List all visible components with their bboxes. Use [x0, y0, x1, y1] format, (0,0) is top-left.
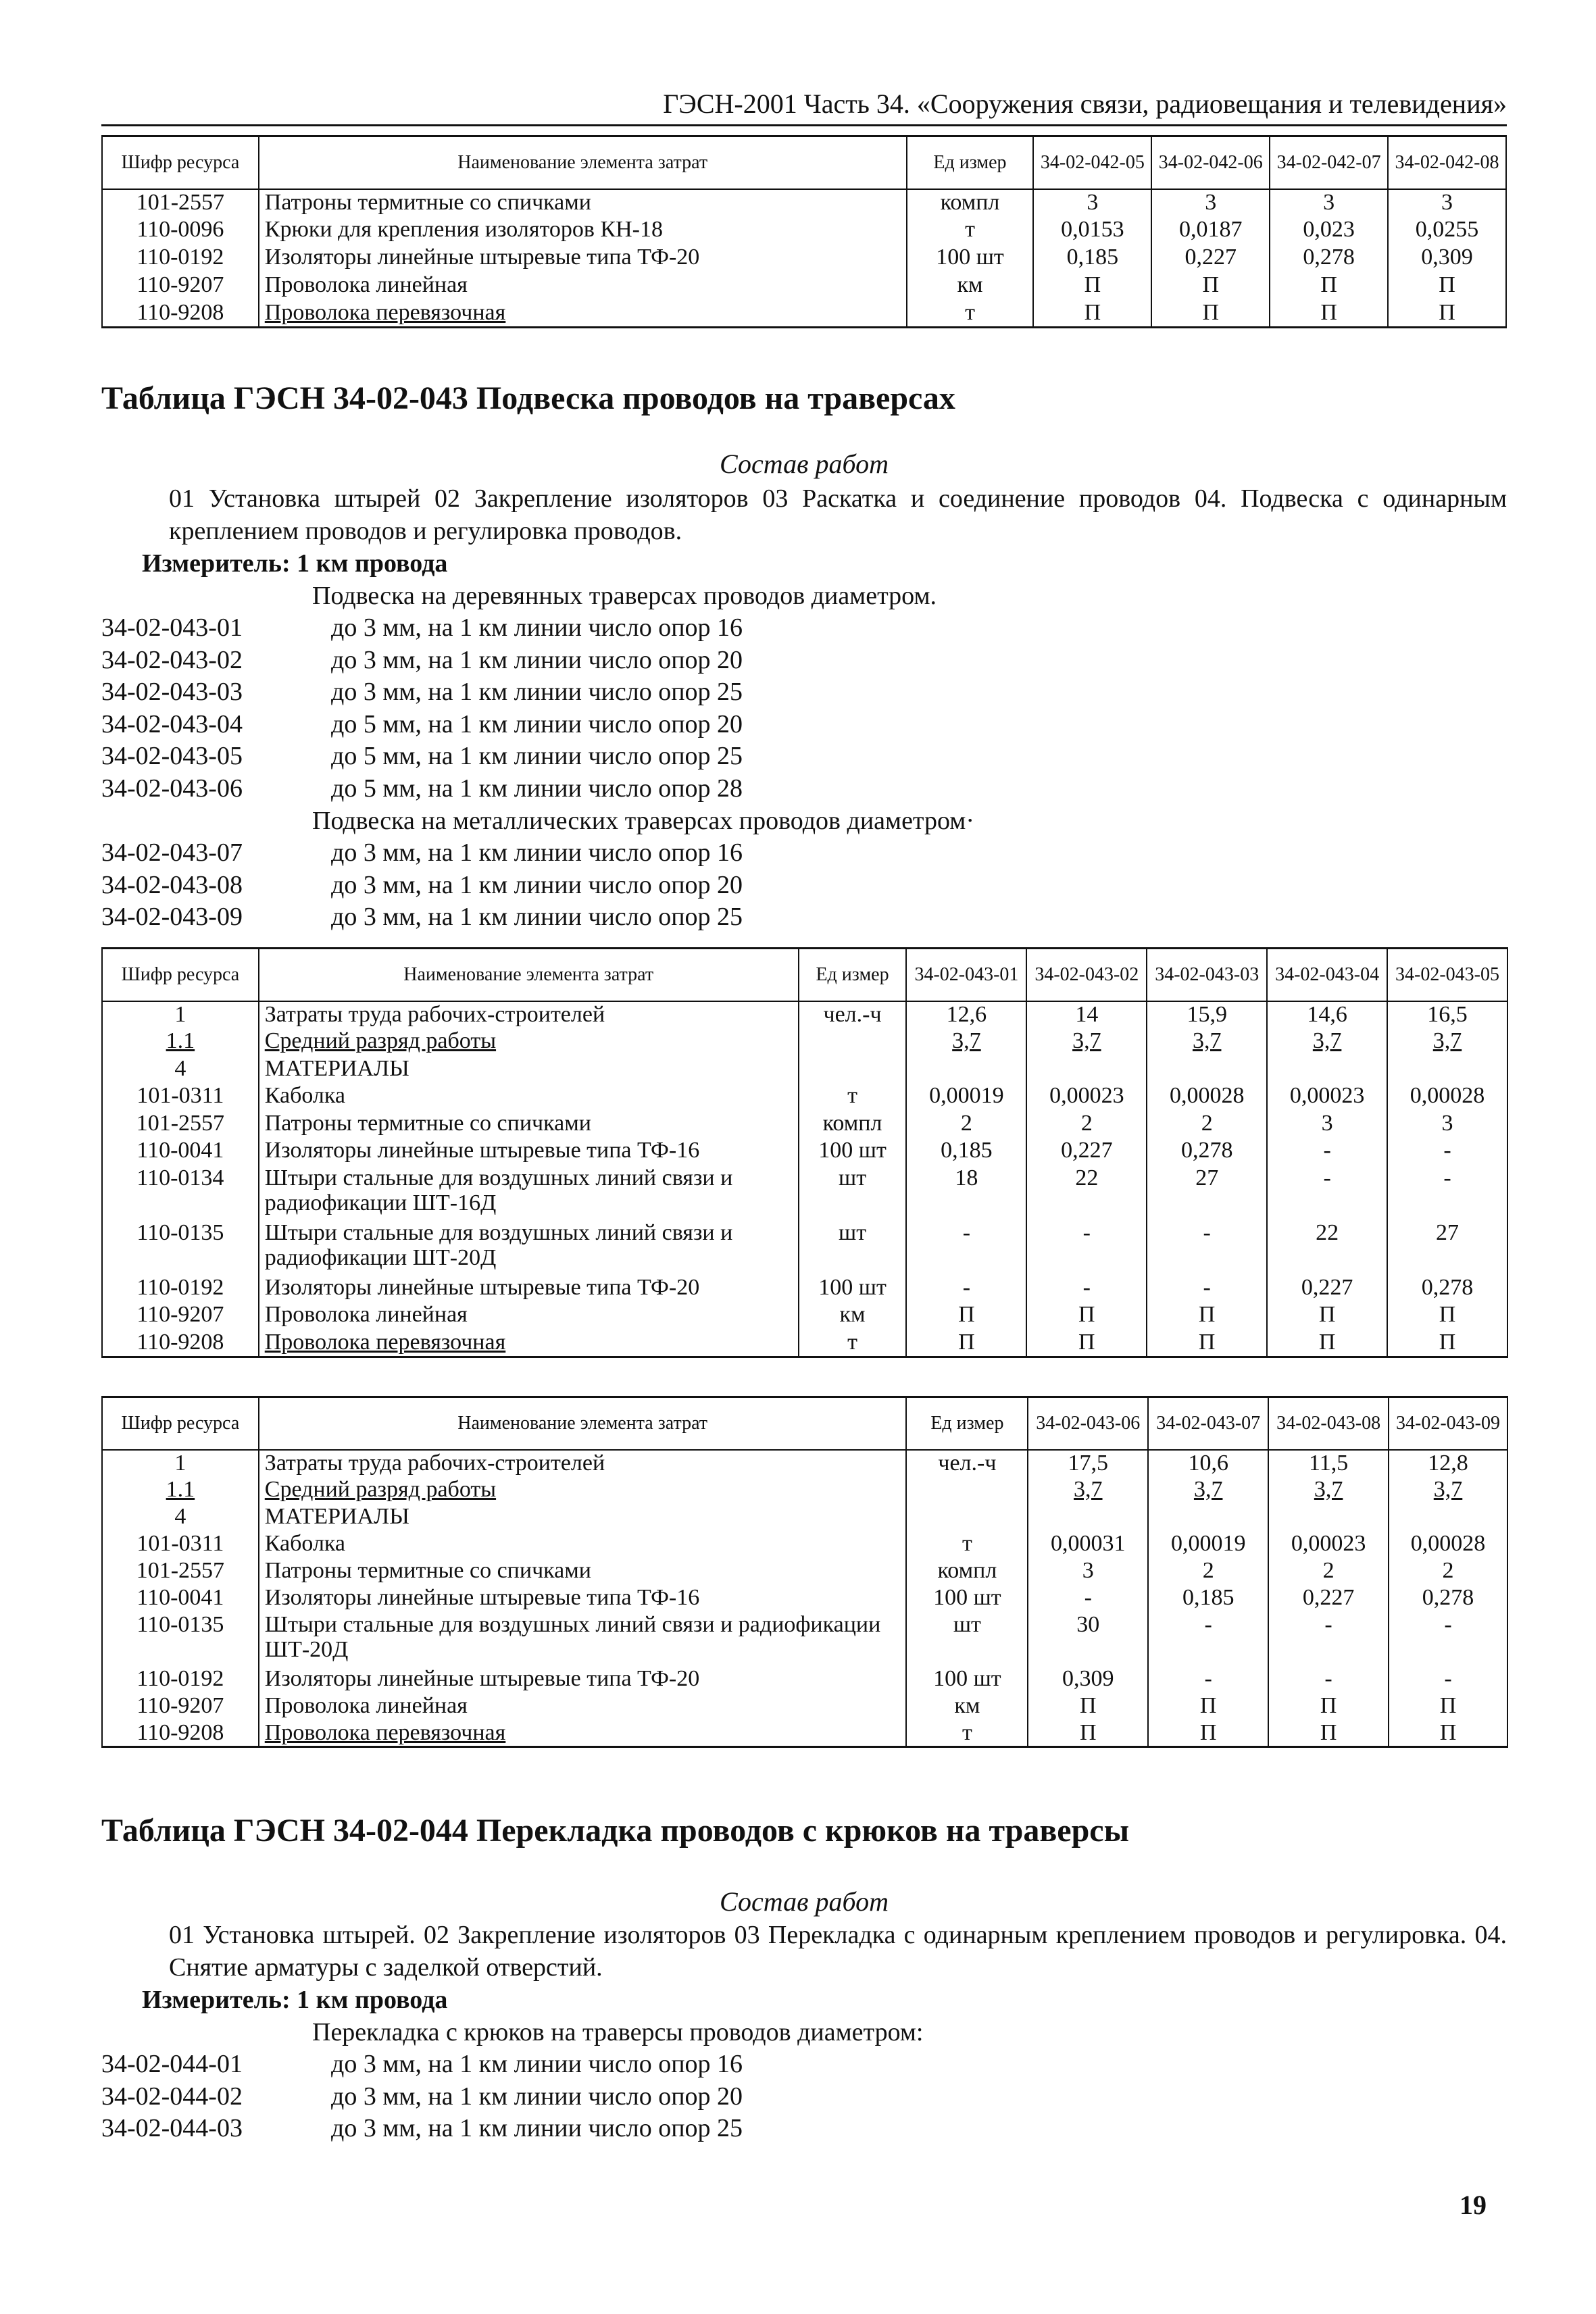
value-cell: П [1028, 1720, 1148, 1747]
table-row [102, 1330, 1507, 1357]
resource-name: Средний разряд работы [259, 1028, 799, 1056]
value-cell: 12,6 [906, 1001, 1026, 1029]
norm-description: до 3 мм, на 1 км линии число опор 16 [331, 838, 743, 867]
value-cell: П [1033, 300, 1151, 328]
value-cell: П [1268, 1720, 1389, 1747]
unit-cell [799, 1028, 907, 1056]
value-cell: П [1268, 1693, 1389, 1720]
unit-cell: чел.-ч [799, 1001, 907, 1029]
norm-description: до 5 мм, на 1 км линии число опор 25 [331, 742, 743, 770]
value-cell: 0,00019 [906, 1083, 1026, 1111]
col-header-code: Шифр ресурса [102, 136, 259, 189]
resource-name: МАТЕРИАЛЫ [259, 1056, 799, 1084]
norm-item [101, 2113, 743, 2145]
value-cell: П [1388, 272, 1506, 300]
value-cell: - [1387, 1165, 1507, 1220]
resource-code: 101-2557 [102, 189, 259, 217]
resource-code: 110-9208 [102, 300, 259, 328]
table-row [102, 1111, 1507, 1138]
unit-cell: 100 шт [906, 1666, 1028, 1693]
resource-name: Патроны термитные со спичками [259, 189, 907, 217]
table-row [102, 189, 1506, 217]
resource-name: Каболка [259, 1083, 799, 1111]
value-cell: - [906, 1275, 1026, 1303]
col-header-name: Наименование элемента затрат [259, 136, 907, 189]
value-cell: 30 [1028, 1612, 1148, 1666]
unit-cell: компл [799, 1111, 907, 1138]
work-composition-body: 01 Установка штырей. 02 Закрепление изоляторов 03 Перекладка с одинарным креплением проводов и регулировка. 04. Снятие арматуры с заделкой отверстий. [169, 1921, 1507, 1982]
value-cell: П [1151, 272, 1270, 300]
value-cell: П [1151, 300, 1270, 328]
resource-name: Штыри стальные для воздушных линий связи и радиофикации ШТ-20Д [259, 1612, 907, 1666]
work-composition-text [101, 482, 1507, 547]
norm-description: до 3 мм, на 1 км линии число опор 16 [331, 613, 743, 642]
col-header-norm: 34-02-043-04 [1267, 949, 1387, 1001]
unit-cell: т [906, 1531, 1028, 1558]
resource-name: Каболка [259, 1531, 907, 1558]
work-composition-text [101, 1919, 1507, 1984]
norm-description: до 3 мм, на 1 км линии число опор 16 [331, 2050, 743, 2078]
section-title: Таблица ГЭСН 34-02-044 Перекладка проводов с крюков на траверсы [101, 1813, 1130, 1848]
resource-code: 110-9207 [102, 272, 259, 300]
value-cell: 15,9 [1147, 1001, 1267, 1029]
resource-table-042 [101, 135, 1507, 328]
resource-code: 110-0135 [102, 1612, 259, 1666]
value-cell: 3,7 [1148, 1477, 1268, 1504]
norm-item [101, 676, 743, 709]
section-title: Таблица ГЭСН 34-02-043 Подвеска проводов на траверсах [101, 380, 955, 416]
value-cell: 0,00028 [1389, 1531, 1507, 1558]
value-cell: П [1387, 1330, 1507, 1357]
norm-code: 34-02-043-07 [101, 838, 243, 867]
resource-code: 1 [102, 1001, 259, 1029]
value-cell: 27 [1147, 1165, 1267, 1220]
value-cell: П [1148, 1693, 1268, 1720]
norm-item [101, 2048, 743, 2081]
col-header-unit: Ед измер [907, 136, 1034, 189]
col-header-norm: 34-02-043-03 [1147, 949, 1267, 1001]
resource-name: Изоляторы линейные штыревые типа ТФ-16 [259, 1138, 799, 1165]
resource-code: 110-0192 [102, 1666, 259, 1693]
value-cell: П [906, 1330, 1026, 1357]
value-cell: П [1033, 272, 1151, 300]
table-row [102, 1302, 1507, 1330]
resource-name: Изоляторы линейные штыревые типа ТФ-16 [259, 1585, 907, 1612]
resource-code: 110-0192 [102, 245, 259, 272]
value-cell: 0,278 [1147, 1138, 1267, 1165]
norm-item [101, 740, 743, 773]
norm-code: 34-02-043-02 [101, 645, 243, 674]
value-cell: - [1028, 1585, 1148, 1612]
unit-cell: чел.-ч [906, 1450, 1028, 1477]
value-cell: 0,0153 [1033, 217, 1151, 245]
resource-name: Затраты труда рабочих-строителей [259, 1450, 907, 1477]
table-row [102, 1558, 1507, 1585]
value-cell [1148, 1504, 1268, 1531]
value-cell: П [1270, 300, 1388, 328]
value-cell [1268, 1504, 1389, 1531]
norm-description: до 3 мм, на 1 км линии число опор 25 [331, 2114, 743, 2142]
table-row [102, 1275, 1507, 1303]
table-row [102, 1056, 1507, 1084]
norm-item [101, 2081, 743, 2113]
resource-name: Проволока линейная [259, 1302, 799, 1330]
value-cell: 11,5 [1268, 1450, 1389, 1477]
value-cell: 0,227 [1267, 1275, 1387, 1303]
norm-item [101, 837, 743, 870]
unit-cell: т [907, 217, 1034, 245]
col-header-name: Наименование элемента затрат [259, 1397, 907, 1450]
resource-code: 1.1 [102, 1477, 259, 1504]
resource-name: Патроны термитные со спичками [259, 1111, 799, 1138]
value-cell: 0,00023 [1026, 1083, 1147, 1111]
resource-code: 110-9208 [102, 1330, 259, 1357]
value-cell: 3 [1028, 1558, 1148, 1585]
value-cell: - [1268, 1666, 1389, 1693]
value-cell: 0,309 [1028, 1666, 1148, 1693]
table-row [102, 1220, 1507, 1275]
value-cell: 3 [1387, 1111, 1507, 1138]
value-cell: 0,227 [1151, 245, 1270, 272]
value-cell: П [1148, 1720, 1268, 1747]
value-cell: - [1268, 1612, 1389, 1666]
value-cell [1267, 1056, 1387, 1084]
value-cell: П [1387, 1302, 1507, 1330]
unit-cell: шт [906, 1612, 1028, 1666]
value-cell: 22 [1267, 1220, 1387, 1275]
value-cell: 0,185 [1148, 1585, 1268, 1612]
resource-name: Проволока перевязочная [259, 1330, 799, 1357]
norm-description: до 3 мм, на 1 км линии число опор 25 [331, 903, 743, 931]
value-cell: 3,7 [1267, 1028, 1387, 1056]
value-cell: 3 [1151, 189, 1270, 217]
norm-code: 34-02-043-05 [101, 742, 243, 770]
table-row [102, 272, 1506, 300]
norm-code: 34-02-044-02 [101, 2082, 243, 2111]
value-cell: П [1267, 1330, 1387, 1357]
col-header-norm: 34-02-043-06 [1028, 1397, 1148, 1450]
resource-code: 4 [102, 1504, 259, 1531]
value-cell: 3,7 [1387, 1028, 1507, 1056]
value-cell: П [1389, 1720, 1507, 1747]
norm-description: до 3 мм, на 1 км линии число опор 25 [331, 678, 743, 706]
resource-code: 110-0192 [102, 1275, 259, 1303]
value-cell: П [1026, 1302, 1147, 1330]
unit-cell: компл [906, 1558, 1028, 1585]
value-cell: 0,278 [1270, 245, 1388, 272]
norm-code: 34-02-043-09 [101, 903, 243, 931]
resource-code: 101-0311 [102, 1083, 259, 1111]
table-row [102, 1083, 1507, 1111]
resource-name: МАТЕРИАЛЫ [259, 1504, 907, 1531]
table-row [102, 245, 1506, 272]
measure-unit: Измеритель: 1 км провода [142, 549, 448, 578]
col-header-unit: Ед измер [906, 1397, 1028, 1450]
resource-code: 110-0041 [102, 1138, 259, 1165]
value-cell [1147, 1056, 1267, 1084]
table-row [102, 300, 1506, 328]
norm-description: до 5 мм, на 1 км линии число опор 28 [331, 774, 743, 803]
resource-code: 1 [102, 1450, 259, 1477]
table-row [102, 1531, 1507, 1558]
resource-name: Проволока линейная [259, 1693, 907, 1720]
unit-cell: шт [799, 1165, 907, 1220]
unit-cell: 100 шт [799, 1138, 907, 1165]
resource-code: 101-2557 [102, 1558, 259, 1585]
norm-list [101, 2048, 743, 2145]
value-cell: П [1028, 1693, 1148, 1720]
value-cell: - [1147, 1220, 1267, 1275]
value-cell: П [1147, 1330, 1267, 1357]
col-header-norm: 34-02-043-07 [1148, 1397, 1268, 1450]
value-cell: П [906, 1302, 1026, 1330]
norm-code: 34-02-043-08 [101, 870, 243, 899]
value-cell: 14 [1026, 1001, 1147, 1029]
value-cell: 3,7 [1268, 1477, 1389, 1504]
resource-name: Изоляторы линейные штыревые типа ТФ-20 [259, 1275, 799, 1303]
resource-code: 110-0096 [102, 217, 259, 245]
value-cell: 17,5 [1028, 1450, 1148, 1477]
unit-cell: 100 шт [907, 245, 1034, 272]
page-number: 19 [1460, 2190, 1487, 2220]
norm-code: 34-02-043-03 [101, 678, 243, 706]
table-row [102, 1028, 1507, 1056]
work-composition-label: Состав работ [720, 1886, 889, 1917]
resource-table-043-a [101, 947, 1508, 1358]
value-cell: 0,309 [1388, 245, 1506, 272]
subheading: Перекладка с крюков на траверсы проводов диаметром: [312, 2018, 924, 2046]
unit-cell: т [799, 1330, 907, 1357]
value-cell: 2 [1026, 1111, 1147, 1138]
unit-cell: 100 шт [799, 1275, 907, 1303]
norm-item [101, 709, 743, 741]
col-header-code: Шифр ресурса [102, 949, 259, 1001]
col-header-norm: 34-02-043-02 [1026, 949, 1147, 1001]
value-cell: П [1267, 1302, 1387, 1330]
norm-item [101, 612, 743, 645]
value-cell [906, 1056, 1026, 1084]
running-header: ГЭСН-2001 Часть 34. «Сооружения связи, радиовещания и телевидения» [101, 84, 1507, 126]
value-cell [1389, 1504, 1507, 1531]
value-cell: 3,7 [1026, 1028, 1147, 1056]
value-cell: 3 [1033, 189, 1151, 217]
value-cell: 3 [1267, 1111, 1387, 1138]
value-cell: 0,0187 [1151, 217, 1270, 245]
table-row [102, 1693, 1507, 1720]
norm-description: до 3 мм, на 1 км линии число опор 20 [331, 645, 743, 674]
unit-cell: компл [907, 189, 1034, 217]
unit-cell: т [907, 300, 1034, 328]
value-cell: П [1389, 1693, 1507, 1720]
resource-name: Проволока линейная [259, 272, 907, 300]
value-cell: П [1026, 1330, 1147, 1357]
value-cell: 2 [1148, 1558, 1268, 1585]
work-composition-label: Состав работ [720, 449, 889, 479]
resource-code: 4 [102, 1056, 259, 1084]
unit-cell: шт [799, 1220, 907, 1275]
value-cell: 0,023 [1270, 217, 1388, 245]
value-cell: 3 [1388, 189, 1506, 217]
col-header-norm: 34-02-042-07 [1270, 136, 1388, 189]
resource-code: 110-9207 [102, 1302, 259, 1330]
resource-table-043-b [101, 1396, 1508, 1748]
value-cell: 16,5 [1387, 1001, 1507, 1029]
table-row [102, 1585, 1507, 1612]
value-cell: 0,227 [1268, 1585, 1389, 1612]
value-cell: 18 [906, 1165, 1026, 1220]
resource-code: 110-0135 [102, 1220, 259, 1275]
value-cell: 0,185 [1033, 245, 1151, 272]
unit-cell: км [799, 1302, 907, 1330]
value-cell: 3,7 [1028, 1477, 1148, 1504]
resource-code: 110-0041 [102, 1585, 259, 1612]
unit-cell [799, 1056, 907, 1084]
norm-list [101, 837, 743, 934]
value-cell: 3,7 [906, 1028, 1026, 1056]
value-cell: 2 [1147, 1111, 1267, 1138]
work-composition-body: 01 Установка штырей 02 Закрепление изоляторов 03 Раскатка и соединение проводов 04. Подвеска с одинарным креплением проводов и регулировка проводов. [169, 484, 1507, 545]
norm-code: 34-02-044-03 [101, 2114, 243, 2142]
table-row [102, 1165, 1507, 1220]
unit-cell [906, 1504, 1028, 1531]
col-header-norm: 34-02-042-06 [1151, 136, 1270, 189]
norm-item [101, 645, 743, 677]
norm-code: 34-02-043-06 [101, 774, 243, 803]
value-cell: 0,00031 [1028, 1531, 1148, 1558]
resource-name: Проволока перевязочная [259, 300, 907, 328]
subheading: Подвеска на металлических траверсах проводов диаметром· [312, 807, 974, 835]
col-header-norm: 34-02-043-05 [1387, 949, 1507, 1001]
value-cell: 2 [1268, 1558, 1389, 1585]
value-cell: 0,185 [906, 1138, 1026, 1165]
resource-code: 110-9207 [102, 1693, 259, 1720]
col-header-code: Шифр ресурса [102, 1397, 259, 1450]
value-cell [1028, 1504, 1148, 1531]
value-cell: - [1147, 1275, 1267, 1303]
value-cell: 22 [1026, 1165, 1147, 1220]
value-cell: 0,278 [1387, 1275, 1507, 1303]
unit-cell: км [906, 1693, 1028, 1720]
resource-code: 110-0134 [102, 1165, 259, 1220]
table-row [102, 1504, 1507, 1531]
table-row [102, 1450, 1507, 1477]
value-cell: - [1026, 1220, 1147, 1275]
value-cell: - [1267, 1138, 1387, 1165]
value-cell: П [1270, 272, 1388, 300]
norm-description: до 3 мм, на 1 км линии число опор 20 [331, 2082, 743, 2111]
norm-description: до 5 мм, на 1 км линии число опор 20 [331, 709, 743, 738]
value-cell: 2 [1389, 1558, 1507, 1585]
value-cell: 10,6 [1148, 1450, 1268, 1477]
norm-item [101, 901, 743, 934]
col-header-name: Наименование элемента затрат [259, 949, 799, 1001]
subheading: Подвеска на деревянных траверсах проводов диаметром. [312, 582, 937, 610]
col-header-norm: 34-02-043-09 [1389, 1397, 1507, 1450]
unit-cell: т [906, 1720, 1028, 1747]
col-header-norm: 34-02-043-08 [1268, 1397, 1389, 1450]
resource-name: Штыри стальные для воздушных линий связи и радиофикации ШТ-20Д [259, 1220, 799, 1275]
resource-name: Средний разряд работы [259, 1477, 907, 1504]
value-cell: 0,00019 [1148, 1531, 1268, 1558]
value-cell: 3,7 [1147, 1028, 1267, 1056]
resource-name: Проволока перевязочная [259, 1720, 907, 1747]
value-cell: - [1389, 1612, 1507, 1666]
resource-name: Штыри стальные для воздушных линий связи и радиофикации ШТ-16Д [259, 1165, 799, 1220]
resource-name: Затраты труда рабочих-строителей [259, 1001, 799, 1029]
value-cell: - [1148, 1612, 1268, 1666]
unit-cell [906, 1477, 1028, 1504]
unit-cell: км [907, 272, 1034, 300]
value-cell: 0,00023 [1268, 1531, 1389, 1558]
value-cell: 0,278 [1389, 1585, 1507, 1612]
value-cell: - [1389, 1666, 1507, 1693]
resource-code: 110-9208 [102, 1720, 259, 1747]
col-header-norm: 34-02-043-01 [906, 949, 1026, 1001]
norm-description: до 3 мм, на 1 км линии число опор 20 [331, 870, 743, 899]
value-cell: П [1147, 1302, 1267, 1330]
value-cell: - [1026, 1275, 1147, 1303]
table-row [102, 1477, 1507, 1504]
norm-item [101, 870, 743, 902]
table-row [102, 1612, 1507, 1666]
resource-name: Изоляторы линейные штыревые типа ТФ-20 [259, 245, 907, 272]
value-cell: - [1267, 1165, 1387, 1220]
value-cell: - [906, 1220, 1026, 1275]
measure-unit: Измеритель: 1 км провода [142, 1986, 448, 2014]
value-cell: 0,00023 [1267, 1083, 1387, 1111]
value-cell: 14,6 [1267, 1001, 1387, 1029]
resource-code: 101-0311 [102, 1531, 259, 1558]
table-row [102, 1001, 1507, 1029]
value-cell: 3 [1270, 189, 1388, 217]
resource-name: Патроны термитные со спичками [259, 1558, 907, 1585]
value-cell: 0,227 [1026, 1138, 1147, 1165]
norm-code: 34-02-044-01 [101, 2050, 243, 2078]
col-header-norm: 34-02-042-08 [1388, 136, 1506, 189]
table-row [102, 217, 1506, 245]
value-cell: 2 [906, 1111, 1026, 1138]
value-cell: - [1148, 1666, 1268, 1693]
value-cell [1026, 1056, 1147, 1084]
value-cell: 0,0255 [1388, 217, 1506, 245]
table-row [102, 1666, 1507, 1693]
resource-name: Изоляторы линейные штыревые типа ТФ-20 [259, 1666, 907, 1693]
value-cell [1387, 1056, 1507, 1084]
table-row [102, 1138, 1507, 1165]
value-cell: 12,8 [1389, 1450, 1507, 1477]
norm-list [101, 612, 743, 805]
col-header-norm: 34-02-042-05 [1033, 136, 1151, 189]
norm-item [101, 773, 743, 805]
value-cell: 3,7 [1389, 1477, 1507, 1504]
value-cell: 27 [1387, 1220, 1507, 1275]
value-cell: П [1388, 300, 1506, 328]
unit-cell: 100 шт [906, 1585, 1028, 1612]
value-cell: 0,00028 [1147, 1083, 1267, 1111]
unit-cell: т [799, 1083, 907, 1111]
value-cell: 0,00028 [1387, 1083, 1507, 1111]
col-header-unit: Ед измер [799, 949, 907, 1001]
resource-code: 1.1 [102, 1028, 259, 1056]
value-cell: - [1387, 1138, 1507, 1165]
resource-code: 101-2557 [102, 1111, 259, 1138]
norm-code: 34-02-043-04 [101, 709, 243, 738]
norm-code: 34-02-043-01 [101, 613, 243, 642]
table-row [102, 1720, 1507, 1747]
resource-name: Крюки для крепления изоляторов КН-18 [259, 217, 907, 245]
